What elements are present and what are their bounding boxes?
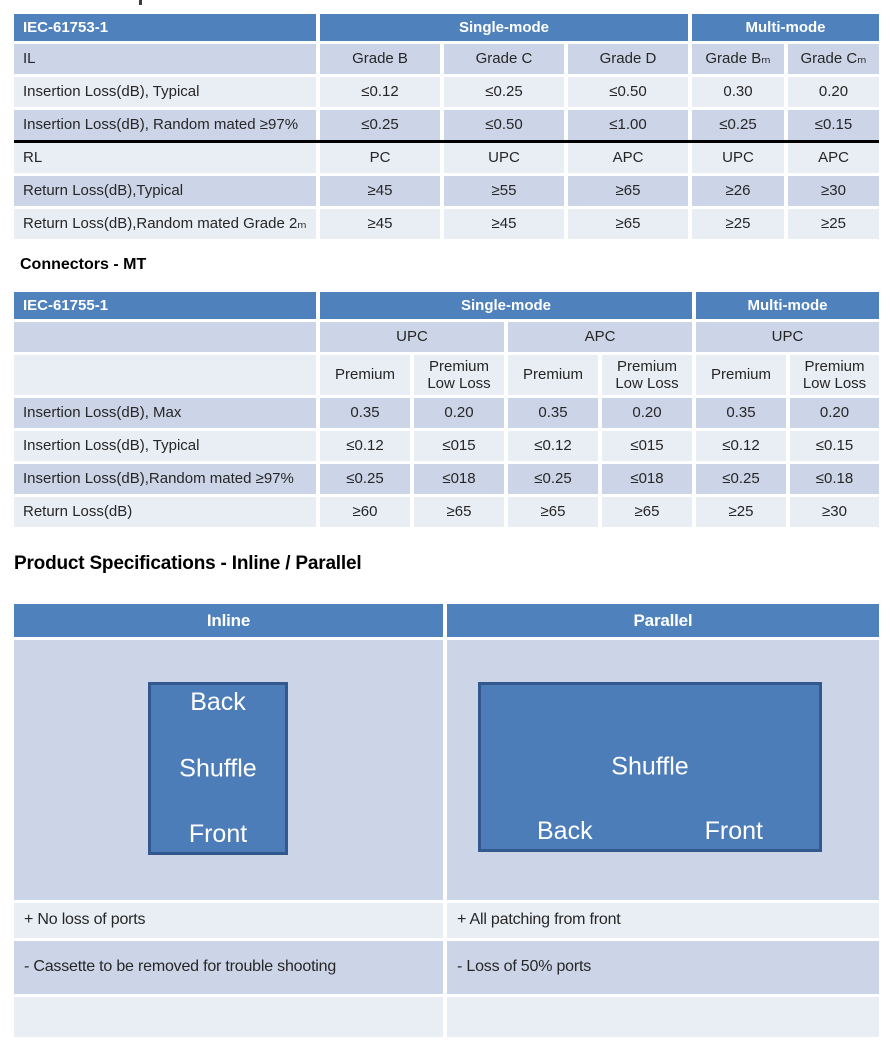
row-label: Return Loss(dB),Typical [14,176,316,206]
parallel-pro-note: + All patching from front [447,903,879,938]
parallel-shuffle-box [478,682,822,852]
cell-value: ≤018 [414,464,504,494]
table-row-ferrule-types [14,322,879,352]
cell-value: APC [788,143,879,173]
parallel-header: Parallel [447,604,879,637]
inline-header: Inline [14,604,443,637]
cell-value: ≥65 [568,176,688,206]
row-label: Insertion Loss(dB), Random mated ≥97% [14,110,316,140]
cell-value: ≤0.25 [692,110,784,140]
cell-value: ≥30 [788,176,879,206]
parallel-shuffle-label: Shuffle [611,752,689,781]
cell-value: ≤0.18 [790,464,879,494]
cell-value: APC [568,143,688,173]
cell-value: ≤0.25 [696,464,786,494]
cell-value: UPC [692,143,784,173]
cell-value: ≥25 [692,209,784,239]
table-inline-parallel [14,604,879,1040]
ferrule-header: UPC [320,322,504,352]
table-row-il-typical [14,77,879,107]
parallel-front-label: Front [704,817,763,846]
inline-shuffle-box [148,682,288,855]
multi-mode-header: Multi-mode [696,292,879,319]
single-mode-header: Single-mode [320,292,692,319]
cell-value: ≤0.25 [320,464,410,494]
table-row-return-loss [14,497,879,527]
cell-value: Grade Bₘ [692,44,784,74]
cropped-text-artifact [139,0,142,5]
inline-back-label: Back [190,688,246,716]
cell-value: ≥65 [602,497,692,527]
inline-shuffle-label: Shuffle [179,754,257,783]
cell-value: PC [320,143,440,173]
cell-value: ≤0.50 [444,110,564,140]
empty-cell [14,997,443,1037]
row-label: IL [14,44,316,74]
inline-front-label: Front [188,820,248,849]
row-label: Insertion Loss(dB), Max [14,398,316,428]
cell-value: ≤0.12 [508,431,598,461]
row-label: Insertion Loss(dB),Random mated ≥97% [14,464,316,494]
empty-label-cell [14,322,316,352]
empty-label-cell [14,355,316,395]
table-header-row [14,604,879,637]
grade-header: Premium Low Loss [790,355,879,395]
table-iec-61755-1 [14,292,879,530]
cell-value: ≤0.25 [444,77,564,107]
cell-value: UPC [444,143,564,173]
cell-value: Grade D [568,44,688,74]
cell-value: 0.35 [320,398,410,428]
cell-value: 0.35 [508,398,598,428]
grade-header: Premium [508,355,598,395]
cell-value: 0.20 [602,398,692,428]
cell-value: 0.20 [414,398,504,428]
ferrule-header: UPC [696,322,879,352]
row-label: Insertion Loss(dB), Typical [14,431,316,461]
inline-pro-note: + No loss of ports [14,903,443,938]
cell-value: ≤1.00 [568,110,688,140]
cell-value: ≥45 [444,209,564,239]
cell-value: ≥26 [692,176,784,206]
cell-value: ≤0.25 [320,110,440,140]
cell-value: ≤0.25 [508,464,598,494]
cell-value: ≥65 [568,209,688,239]
cell-value: ≥45 [320,176,440,206]
cell-value: ≥60 [320,497,410,527]
cell-value: ≤0.12 [696,431,786,461]
cell-value: ≤018 [602,464,692,494]
table-row-il-random [14,110,879,140]
table-iec-61753-1 [14,14,879,242]
inline-diagram-cell [14,640,443,900]
cell-value: ≥65 [508,497,598,527]
grade-header: Premium [696,355,786,395]
grade-header: Premium Low Loss [414,355,504,395]
cell-value: ≤0.15 [788,110,879,140]
cell-value: 0.35 [696,398,786,428]
section-title-connectors-mt: Connectors - MT [20,256,147,273]
table-row-rl-ferrules [14,143,879,173]
ferrule-header: APC [508,322,692,352]
table-row-il-typical [14,431,879,461]
empty-cell [447,997,879,1037]
cell-value: 0.20 [790,398,879,428]
cell-value: ≤0.12 [320,431,410,461]
diagram-row [14,640,879,900]
cell-value: ≥30 [790,497,879,527]
empty-row [14,997,879,1037]
grade-header: Premium [320,355,410,395]
cell-value: Grade Cₘ [788,44,879,74]
parallel-bottom-labels [481,817,819,846]
table-row-rl-random [14,209,879,239]
inline-con-note: - Cassette to be removed for trouble shooting [14,941,443,994]
cell-value: ≥25 [788,209,879,239]
row-label: RL [14,143,316,173]
parallel-back-label: Back [537,817,593,846]
row-label: Return Loss(dB) [14,497,316,527]
table-row-il-random [14,464,879,494]
cell-value: ≤0.50 [568,77,688,107]
cell-value: Grade C [444,44,564,74]
parallel-diagram-cell [447,640,879,900]
cell-value: 0.30 [692,77,784,107]
pros-row [14,903,879,938]
section-title-product-specs: Product Specifications - Inline / Parallel [14,553,362,574]
cell-value: ≥55 [444,176,564,206]
table-row-rl-typical [14,176,879,206]
table-header-row [14,292,879,319]
cell-value: ≥45 [320,209,440,239]
row-label: Insertion Loss(dB), Typical [14,77,316,107]
table-row-il-max [14,398,879,428]
cell-value: ≤015 [602,431,692,461]
standard-id-header: IEC-61753-1 [14,14,316,41]
cell-value: ≥65 [414,497,504,527]
cell-value: 0.20 [788,77,879,107]
standard-id-header: IEC-61755-1 [14,292,316,319]
cell-value: ≤015 [414,431,504,461]
table-header-row [14,14,879,41]
multi-mode-header: Multi-mode [692,14,879,41]
single-mode-header: Single-mode [320,14,688,41]
grade-header: Premium Low Loss [602,355,692,395]
table-row-grade-types [14,355,879,395]
cons-row [14,941,879,994]
cell-value: ≥25 [696,497,786,527]
cell-value: Grade B [320,44,440,74]
cell-value: ≤0.15 [790,431,879,461]
parallel-con-note: - Loss of 50% ports [447,941,879,994]
row-label: Return Loss(dB),Random mated Grade 2ₘ [14,209,316,239]
table-row-il-grades [14,44,879,74]
cell-value: ≤0.12 [320,77,440,107]
